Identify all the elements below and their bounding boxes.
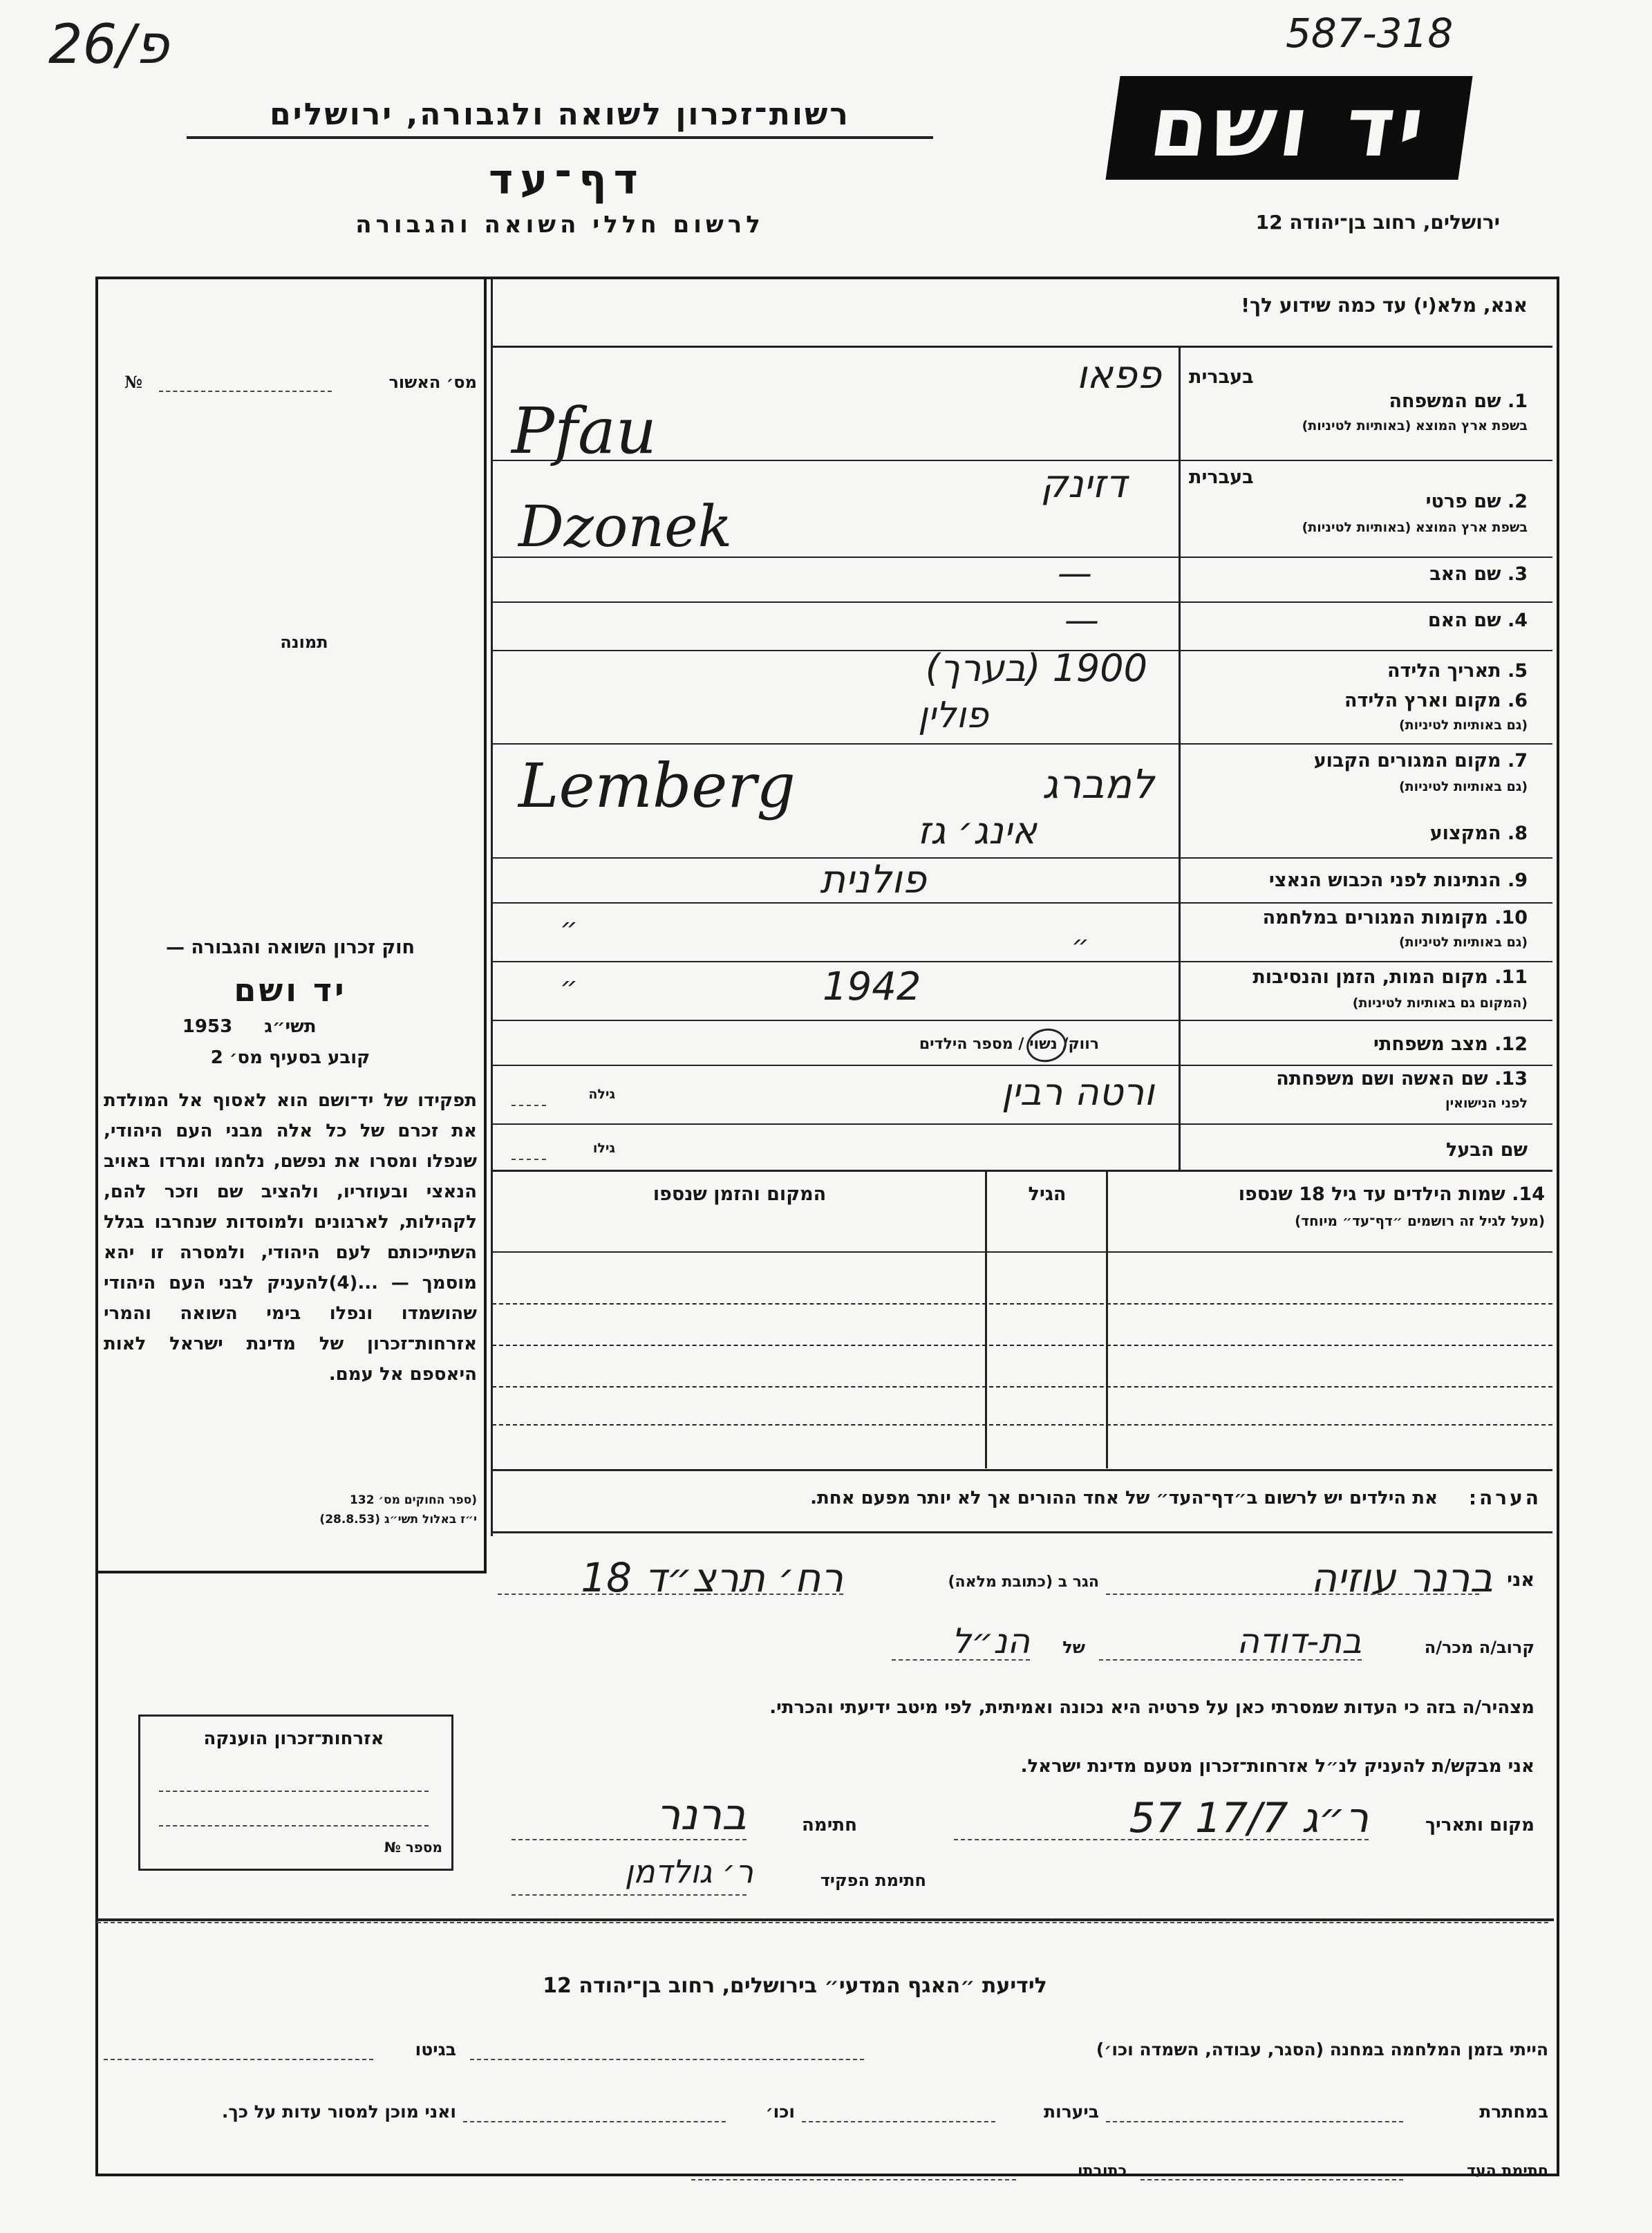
field-wife-name-sub: לפני הנישואין [1445,1096,1528,1111]
cert-no-symbol: № [124,372,143,392]
field-father-name-label: 3. שם האב [1429,563,1528,585]
officer-signature[interactable]: ר׳ גולדמן [624,1853,753,1890]
left-panel-divider [491,278,493,1536]
decl-of-label: של [1062,1638,1085,1657]
decl-i-label: אני [1507,1569,1534,1591]
death-date-value[interactable]: 1942 [823,964,921,1009]
law-year-heb: תשי״ג [264,1016,317,1037]
signature-label: חתימה [802,1815,857,1835]
field-death-place-sub: (המקום גם באותיות לטיניות) [1352,996,1528,1011]
info-etc-field[interactable] [463,2121,726,2122]
form-intro: אנא, מלא(י) עד כמה שידוע לך! [1241,294,1528,317]
remark-label: הערה: [1468,1486,1541,1509]
info-line3-start: חתימת העד [1467,2162,1548,2180]
info-line2-mid2: וכו׳ [765,2102,795,2122]
info-line2-end: ואני מוכן למסור עדות על כך. [221,2102,456,2122]
stamp-number: מספר № [384,1839,442,1856]
decl-request: אני מבקש/ת להעניק לנ״ל אזרחות־זכרון מטעם מדינת ישראל. [1020,1756,1534,1777]
decl-relative-label: קרוב/ה מכר/ה [1424,1638,1534,1657]
witness-signature[interactable]: ברנר [656,1789,747,1840]
field-birth-place-sub: (גם באותיות לטיניות) [1398,718,1528,733]
relation-value[interactable]: בת-דודה [1237,1621,1362,1661]
profession-value[interactable]: אינג׳ גז [917,809,1037,852]
children-note: (מעל לגיל זה רושמים ״דף־עד״ מיוחד) [1295,1213,1545,1229]
field-residence-label: 7. מקום המגורים הקבוע [1313,750,1528,772]
law-year: 1953 [182,1016,233,1037]
field-profession-label: 8. המקצוע [1429,823,1528,844]
law-clause: קובע בסעיף מס׳ 2 [210,1047,370,1068]
marital-status-options[interactable]: רווק/ נשוי / מספר הילדים [919,1036,1099,1053]
field-marital-status-label: 12. מצב משפחתי [1373,1034,1528,1055]
yad-vashem-logo: יד ושם [1105,76,1472,180]
info-forests-field[interactable] [802,2121,995,2122]
witness-address[interactable]: רח׳ תרצ״ד 18 [581,1554,843,1601]
father-name-value[interactable]: — [1058,553,1092,593]
children-row-2[interactable] [492,1345,1552,1346]
law-logo: יד ושם [234,971,347,1009]
death-place-mark[interactable]: ״ [560,971,578,1003]
of-value[interactable]: הנ״ל [951,1621,1030,1661]
law-title: חוק זכרון השואה והגבורה — [165,937,415,958]
stamp-line-1 [159,1791,429,1792]
field-husband-name-label: שם הבעל [1445,1139,1528,1161]
info-line2-mid1: ביערות [1044,2102,1099,2122]
field-residence-sub: (גם באותיות לטיניות) [1398,779,1528,794]
residence-latin[interactable]: Lemberg [518,750,796,821]
info-section-title: לידיעת ״האגף המדעי״ בירושלים, רחוב בן־יהודה 12 [543,1974,1047,1998]
field-first-name-sub: בשפת ארץ המוצא (באותיות לטיניות) [1302,520,1528,535]
residence-hebrew[interactable]: למברג [1042,760,1154,807]
children-age-header: הגיל [1028,1184,1067,1205]
info-line2-start: במחתרת [1479,2102,1548,2122]
first-name-latin[interactable]: Dzonek [518,494,733,560]
info-camp-field[interactable] [470,2059,864,2060]
field-mother-name-label: 4. שם האם [1427,610,1528,631]
law-text: תפקידו של יד־ושם הוא לאסוף אל המולדת את זכרם של כל אלה מבני העם היהודי, שנפלו ומסרו את נפשם, נלחמו ומרדו באויב הנאצי ובעוזריו, ולהציב שם וזכר להם, לקהילות, לארגונים ולמוסדות שנחרבו בגלל השתייכותם לעם היהודי, ולמסרה זו יהא מוסמך — ...(4)להעניק לבני העם היהודי שהושמדו ונפלו בימי השואה והמרי אזרחות־זכרון של מדינת ישראל לאות היאספם אל עמם. [104,1090,477,1385]
remark-text: את הילדים יש לרשום ב״דף־העד״ של אחד ההורים אך לא יותר מפעם אחת. [810,1488,1438,1508]
field-war-residence-label: 10. מקומות המגורים במלחמה [1262,907,1528,928]
family-name-latin[interactable]: Pfau [511,394,657,468]
info-line3-mid: כתובתו [1077,2162,1127,2180]
children-row-4[interactable] [492,1424,1552,1426]
place-date-label: מקום ותאריך [1425,1815,1534,1835]
war-residence-value-1[interactable]: ״ [560,913,578,944]
children-place-header: המקום והזמן שנספו [653,1184,827,1205]
info-underground-field[interactable] [1106,2121,1403,2122]
form-subtitle: לרשום חללי השואה והגבורה [355,211,764,239]
field-birth-place-label: 6. מקום וארץ הלידה [1344,690,1528,711]
file-number: 587-318 [1286,10,1454,57]
wife-age-label: גילה [588,1087,615,1102]
info-address-field[interactable] [691,2179,1016,2180]
field-nationality-label: 9. הנתינות לפני הכבוש הנאצי [1268,870,1528,891]
header-address: ירושלים, רחוב בן־יהודה 12 [1255,211,1500,234]
field-wife-name-label: 13. שם האשה ושם משפחתה [1276,1068,1528,1090]
photo-label: תמונה [280,633,328,652]
authority-name: רשות־זכרון לשואה ולגבורה, ירושלים [187,97,933,139]
stamp-title: אזרחות־זכרון הוענקה [203,1728,384,1749]
children-row-3[interactable] [492,1386,1552,1388]
field-war-residence-sub: (גם באותיות לטיניות) [1398,935,1528,950]
birth-place-value[interactable]: פולין [918,695,988,736]
label-value-divider [1179,347,1181,1170]
officer-signature-label: חתימת הפקיד [820,1871,926,1890]
place-date-value[interactable]: ר״ג 17/7 57 [1129,1794,1369,1842]
hebrew-tag-1: בעברית [1189,366,1254,388]
info-ghetto-field[interactable] [104,2059,373,2060]
nationality-value[interactable]: פולנית [820,857,926,902]
field-first-name-label: 2. שם פרטי [1425,491,1528,512]
witness-name[interactable]: ברנר עוזיה [1311,1554,1493,1601]
wife-name-value[interactable]: ורטה רבין [1001,1070,1154,1114]
archive-mark: 26/פ [48,14,169,76]
info-line1-label: הייתי בזמן המלחמה במחנה (הסגר, עבודה, השמדה וכו׳) [1096,2039,1548,2059]
mother-name-value[interactable]: — [1064,600,1099,640]
husband-age-label: גילו [592,1141,615,1156]
family-name-hebrew[interactable]: פפאו [1076,353,1161,398]
children-label: 14. שמות הילדים עד גיל 18 שנספו [1238,1184,1545,1205]
war-residence-value-2[interactable]: ״ [1071,930,1089,962]
decl-resides-label: הגר ב (כתובת מלאה) [948,1573,1099,1591]
gazette-date: י״ז באלול תשי״ג (28.8.53) [319,1513,477,1526]
form-title: דף־עד [489,156,645,204]
field-death-place-label: 11. מקום המות, הזמן והנסיבות [1252,966,1528,988]
children-row-1[interactable] [492,1303,1552,1305]
decl-affirm: מצהיר/ה בזה כי העדות שמסרתי כאן על פרטיה היא נכונה ואמיתית, לפי מיטב ידיעתי והכרתי. [769,1697,1534,1718]
field-family-name-label: 1. שם המשפחה [1389,391,1528,412]
gazette-ref: (ספר החוקים מס׳ 132 [350,1493,477,1507]
field-family-name-sub: בשפת ארץ המוצא (באותיות לטיניות) [1302,418,1528,433]
birth-date-value[interactable]: 1900 (בערך) [925,646,1147,690]
stamp-line-2 [159,1825,429,1826]
info-line1-end: בגיטו [415,2039,456,2059]
info-witness-sign-field[interactable] [1141,2179,1403,2180]
first-name-hebrew[interactable]: דזינק [1040,462,1127,507]
hebrew-tag-2: בעברית [1189,467,1254,488]
field-birth-date-label: 5. תאריך הלידה [1387,660,1528,682]
cert-number-label: מס׳ האשור [388,373,477,392]
